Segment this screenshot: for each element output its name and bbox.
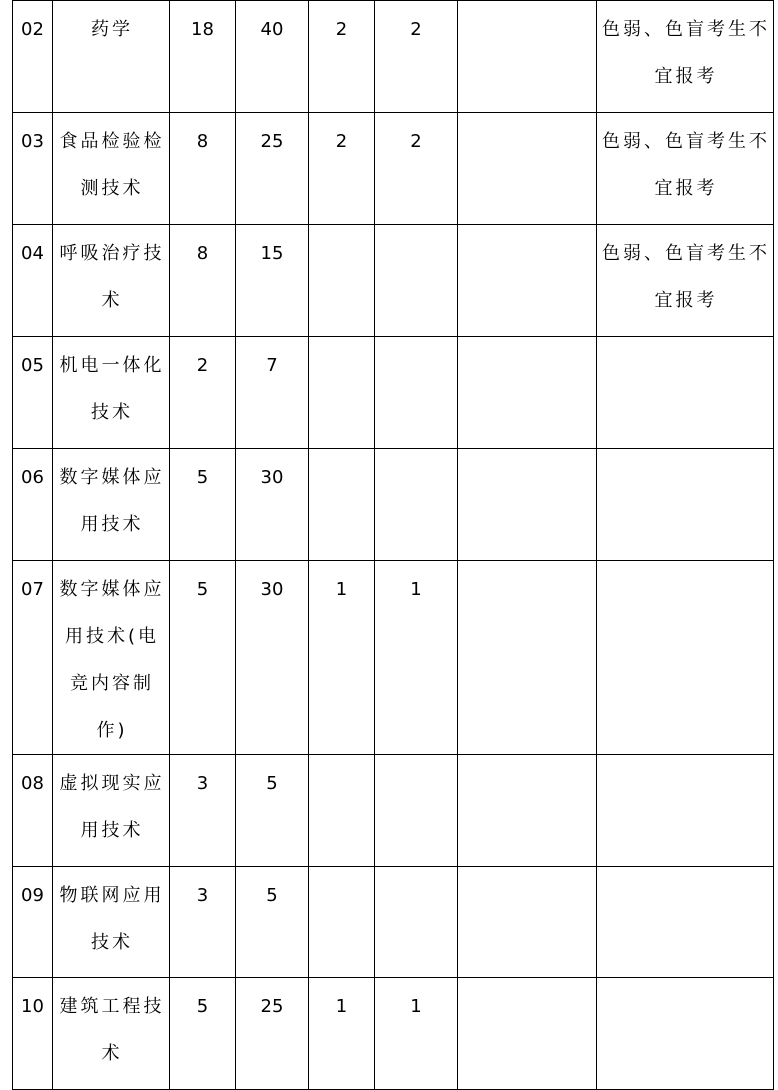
count-col-3: [309, 449, 375, 561]
count-col-4: 2: [375, 1, 458, 113]
count-col-3: [309, 225, 375, 337]
count-col-3: 1: [309, 561, 375, 755]
remark: 色弱、色盲考生不宜报考: [597, 225, 774, 337]
table-row: [13, 337, 774, 449]
major-name: 物联网应用技术: [53, 867, 170, 978]
count-col-2: 7: [236, 337, 309, 449]
major-name: 数字媒体应用技术: [53, 449, 170, 561]
count-col-4: [375, 337, 458, 449]
major-code: 08: [13, 755, 53, 867]
plan-count: 5: [170, 561, 236, 755]
count-col-3: 2: [309, 1, 375, 113]
major-name: 机电一体化技术: [53, 337, 170, 449]
count-col-2: 25: [236, 113, 309, 225]
table-row: [13, 113, 774, 225]
count-col-2: 25: [236, 978, 309, 1090]
count-col-3: [309, 337, 375, 449]
plan-count: 2: [170, 337, 236, 449]
remark: [597, 449, 774, 561]
major-code: 02: [13, 1, 53, 113]
count-col-2: 30: [236, 449, 309, 561]
count-col-5: [458, 1, 597, 113]
table-row: [13, 867, 774, 978]
enrollment-table: [12, 0, 774, 1090]
plan-count: 3: [170, 755, 236, 867]
count-col-2: 30: [236, 561, 309, 755]
count-col-4: 1: [375, 978, 458, 1090]
major-code: 10: [13, 978, 53, 1090]
count-col-5: [458, 113, 597, 225]
plan-count: 8: [170, 113, 236, 225]
count-col-5: [458, 337, 597, 449]
count-col-4: [375, 449, 458, 561]
major-name: 虚拟现实应用技术: [53, 755, 170, 867]
major-name: 建筑工程技术: [53, 978, 170, 1090]
table-row: [13, 978, 774, 1090]
remark: 色弱、色盲考生不宜报考: [597, 1, 774, 113]
count-col-4: 2: [375, 113, 458, 225]
major-name: 呼吸治疗技术: [53, 225, 170, 337]
major-name: 药学: [53, 1, 170, 113]
major-code: 09: [13, 867, 53, 978]
count-col-2: 5: [236, 867, 309, 978]
plan-count: 18: [170, 1, 236, 113]
count-col-4: 1: [375, 561, 458, 755]
count-col-5: [458, 449, 597, 561]
remark: [597, 755, 774, 867]
count-col-2: 5: [236, 755, 309, 867]
count-col-2: 40: [236, 1, 309, 113]
major-code: 07: [13, 561, 53, 755]
major-name: 数字媒体应用技术(电竞内容制作): [53, 561, 170, 755]
major-code: 06: [13, 449, 53, 561]
remark: [597, 867, 774, 978]
plan-count: 8: [170, 225, 236, 337]
count-col-5: [458, 755, 597, 867]
table-row: [13, 561, 774, 755]
count-col-5: [458, 867, 597, 978]
count-col-5: [458, 225, 597, 337]
count-col-3: 1: [309, 978, 375, 1090]
count-col-3: 2: [309, 113, 375, 225]
count-col-3: [309, 755, 375, 867]
count-col-4: [375, 755, 458, 867]
remark: [597, 561, 774, 755]
table-row: [13, 1, 774, 113]
remark: [597, 978, 774, 1090]
major-code: 05: [13, 337, 53, 449]
plan-count: 5: [170, 449, 236, 561]
plan-count: 5: [170, 978, 236, 1090]
count-col-4: [375, 867, 458, 978]
count-col-3: [309, 867, 375, 978]
major-name: 食品检验检测技术: [53, 113, 170, 225]
major-code: 03: [13, 113, 53, 225]
table-row: [13, 755, 774, 867]
remark: [597, 337, 774, 449]
count-col-2: 15: [236, 225, 309, 337]
remark: 色弱、色盲考生不宜报考: [597, 113, 774, 225]
count-col-5: [458, 561, 597, 755]
count-col-4: [375, 225, 458, 337]
plan-count: 3: [170, 867, 236, 978]
table-row: [13, 449, 774, 561]
major-code: 04: [13, 225, 53, 337]
table-row: [13, 225, 774, 337]
count-col-5: [458, 978, 597, 1090]
